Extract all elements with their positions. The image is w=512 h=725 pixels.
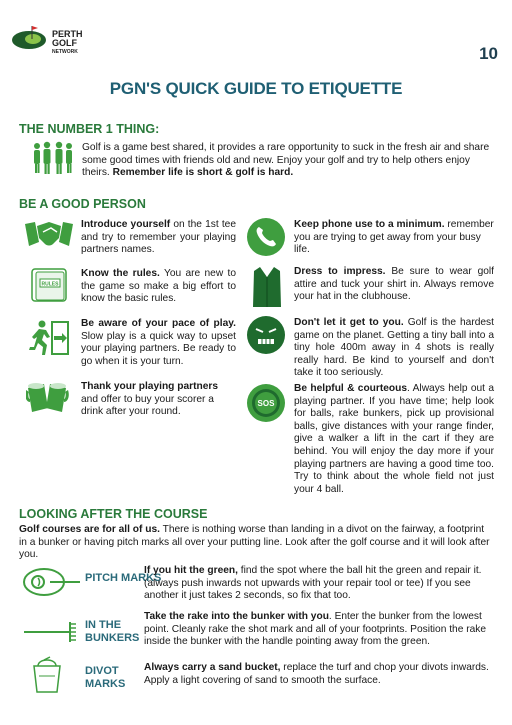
course-intro (19, 524, 494, 562)
tip-dress-bold: Dress to impress. (294, 266, 386, 277)
number1-heading: THE NUMBER 1 THING: (19, 122, 160, 136)
number1-bold: Remember life is short & golf is hard. (112, 167, 294, 179)
tip-helpful-text: . Always help out a playing partner. If you have time; help look for balls, rake bunkers, pick up provisional balls, give distances with your range finder, give a walker a lift in the cart if they are behind. You will enjoy the day more if your playing partners are having a good time too. Try to think about the whole field not just your 4 ball. (294, 383, 494, 495)
course-tip-divot-text: replace the turf and chop your divots inwards. Apply a light covering of sand to smooth the surface. (144, 662, 489, 686)
tip-rules (81, 268, 236, 306)
course-tip-pitch-text: find the spot where the ball hit the green and repair it. (always push inwards not upwards with your repair tool or tee) If you see another it just takes 2 seconds, so fix that too. (144, 565, 482, 602)
course-tip-pitch-bold: If you hit the green, (144, 565, 238, 576)
course-tip-bunker (144, 611, 494, 649)
logo-line3: NETWORK (52, 49, 78, 55)
number1-text: Golf is a game best shared, it provides a rare opportunity to suck in the fresh air and share some good times with friends old and new. Enjoy your golf and try to help others enjoy theirs. (82, 142, 490, 179)
course-tip-divot-bold: Always carry a sand bucket, (144, 662, 281, 673)
tip-phone-bold: Keep phone use to a minimum. (294, 219, 445, 230)
tip-dont-let (294, 317, 494, 380)
course-tip-bunker-bold: Take the rake into the bunker with you (144, 611, 329, 622)
bunker-rake-icon (22, 619, 82, 645)
course-tip-pitch (144, 565, 494, 603)
rules-book-icon (30, 267, 70, 305)
tip-introduce-bold: Introduce yourself (81, 219, 171, 230)
rules-book-text: RULES (41, 281, 59, 288)
logo-line1: PERTH (52, 29, 83, 39)
tip-pace (81, 318, 236, 368)
tip-helpful (294, 383, 494, 496)
sos-text: SOS (257, 399, 275, 408)
handshake-icon (25, 218, 73, 252)
good-person-heading: BE A GOOD PERSON (19, 197, 146, 211)
sand-bucket-icon (30, 656, 64, 694)
course-intro-bold: Golf courses are for all of us. (19, 524, 160, 535)
jacket-icon (252, 265, 282, 309)
tip-pace-text: Slow play is a quick way to upset your playing partners. Be ready to go when it is your turn. (81, 330, 236, 367)
group-of-people-icon (30, 140, 76, 180)
tip-dress (294, 266, 494, 304)
tip-phone (294, 219, 494, 257)
exit-running-icon (26, 318, 70, 358)
tip-thank-text: and offer to buy your scorer a drink after your round. (81, 393, 214, 418)
tip-rules-text: You are new to the game so make a big effort to know the basic rules. (81, 268, 236, 305)
page-title: PGN'S QUICK GUIDE TO ETIQUETTE (109, 79, 403, 98)
tip-thank (81, 381, 236, 419)
tip-phone-text: remember you are trying to get away from your busy life. (294, 219, 494, 256)
course-tip-divot (144, 662, 494, 687)
perth-golf-network-logo (12, 12, 92, 56)
tip-introduce-text: on the 1st tee and try to remember your playing partners names. (81, 219, 236, 256)
bunkers-label: IN THE BUNKERS (85, 619, 140, 644)
tip-pace-bold: Be aware of your pace of play. (81, 318, 236, 329)
pitch-marks-label: PITCH MARKS (85, 572, 162, 584)
tip-dont-let-bold: Don't let it get to you. (294, 317, 404, 328)
number1-paragraph (82, 142, 494, 180)
tip-introduce (81, 219, 236, 257)
tip-rules-bold: Know the rules. (81, 268, 160, 279)
sos-lifebuoy-icon (247, 384, 285, 422)
divot-marks-label: DIVOT MARKS (85, 665, 126, 690)
course-heading: LOOKING AFTER THE COURSE (19, 507, 208, 521)
golf-flag-logo-icon (12, 26, 46, 50)
beer-mugs-icon (26, 380, 72, 414)
phone-icon (247, 218, 285, 256)
tip-dont-let-text: Golf is the hardest game on the planet. Getting a tiny ball into a tiny hole 400m away in 4 shots is really really hard. Be kind to yourself and don't take it too seriously. (294, 317, 494, 379)
course-intro-text: There is nothing worse than landing in a divot on the fairway, a footprint in a bunker or having pitch marks all over your putting line. Look after the golf course and it will look after you. (19, 524, 490, 561)
pitch-mark-repair-icon (22, 566, 82, 598)
page-number: 10 (479, 44, 498, 63)
logo-line2: GOLF (52, 38, 77, 48)
angry-face-icon (247, 316, 285, 354)
tip-helpful-bold: Be helpful & courteous (294, 383, 408, 394)
tip-dress-text: Be sure to wear golf attire and tuck your shirt in. Always remove your hat in the clubhouse. (294, 266, 495, 303)
tip-thank-bold: Thank your playing partners (81, 381, 218, 392)
course-tip-bunker-text: . Enter the bunker from the lowest point. Cleanly rake the shot mark and all of your footprints. Position the rake inside the bunker with the handle pointing away from the green. (144, 611, 487, 648)
